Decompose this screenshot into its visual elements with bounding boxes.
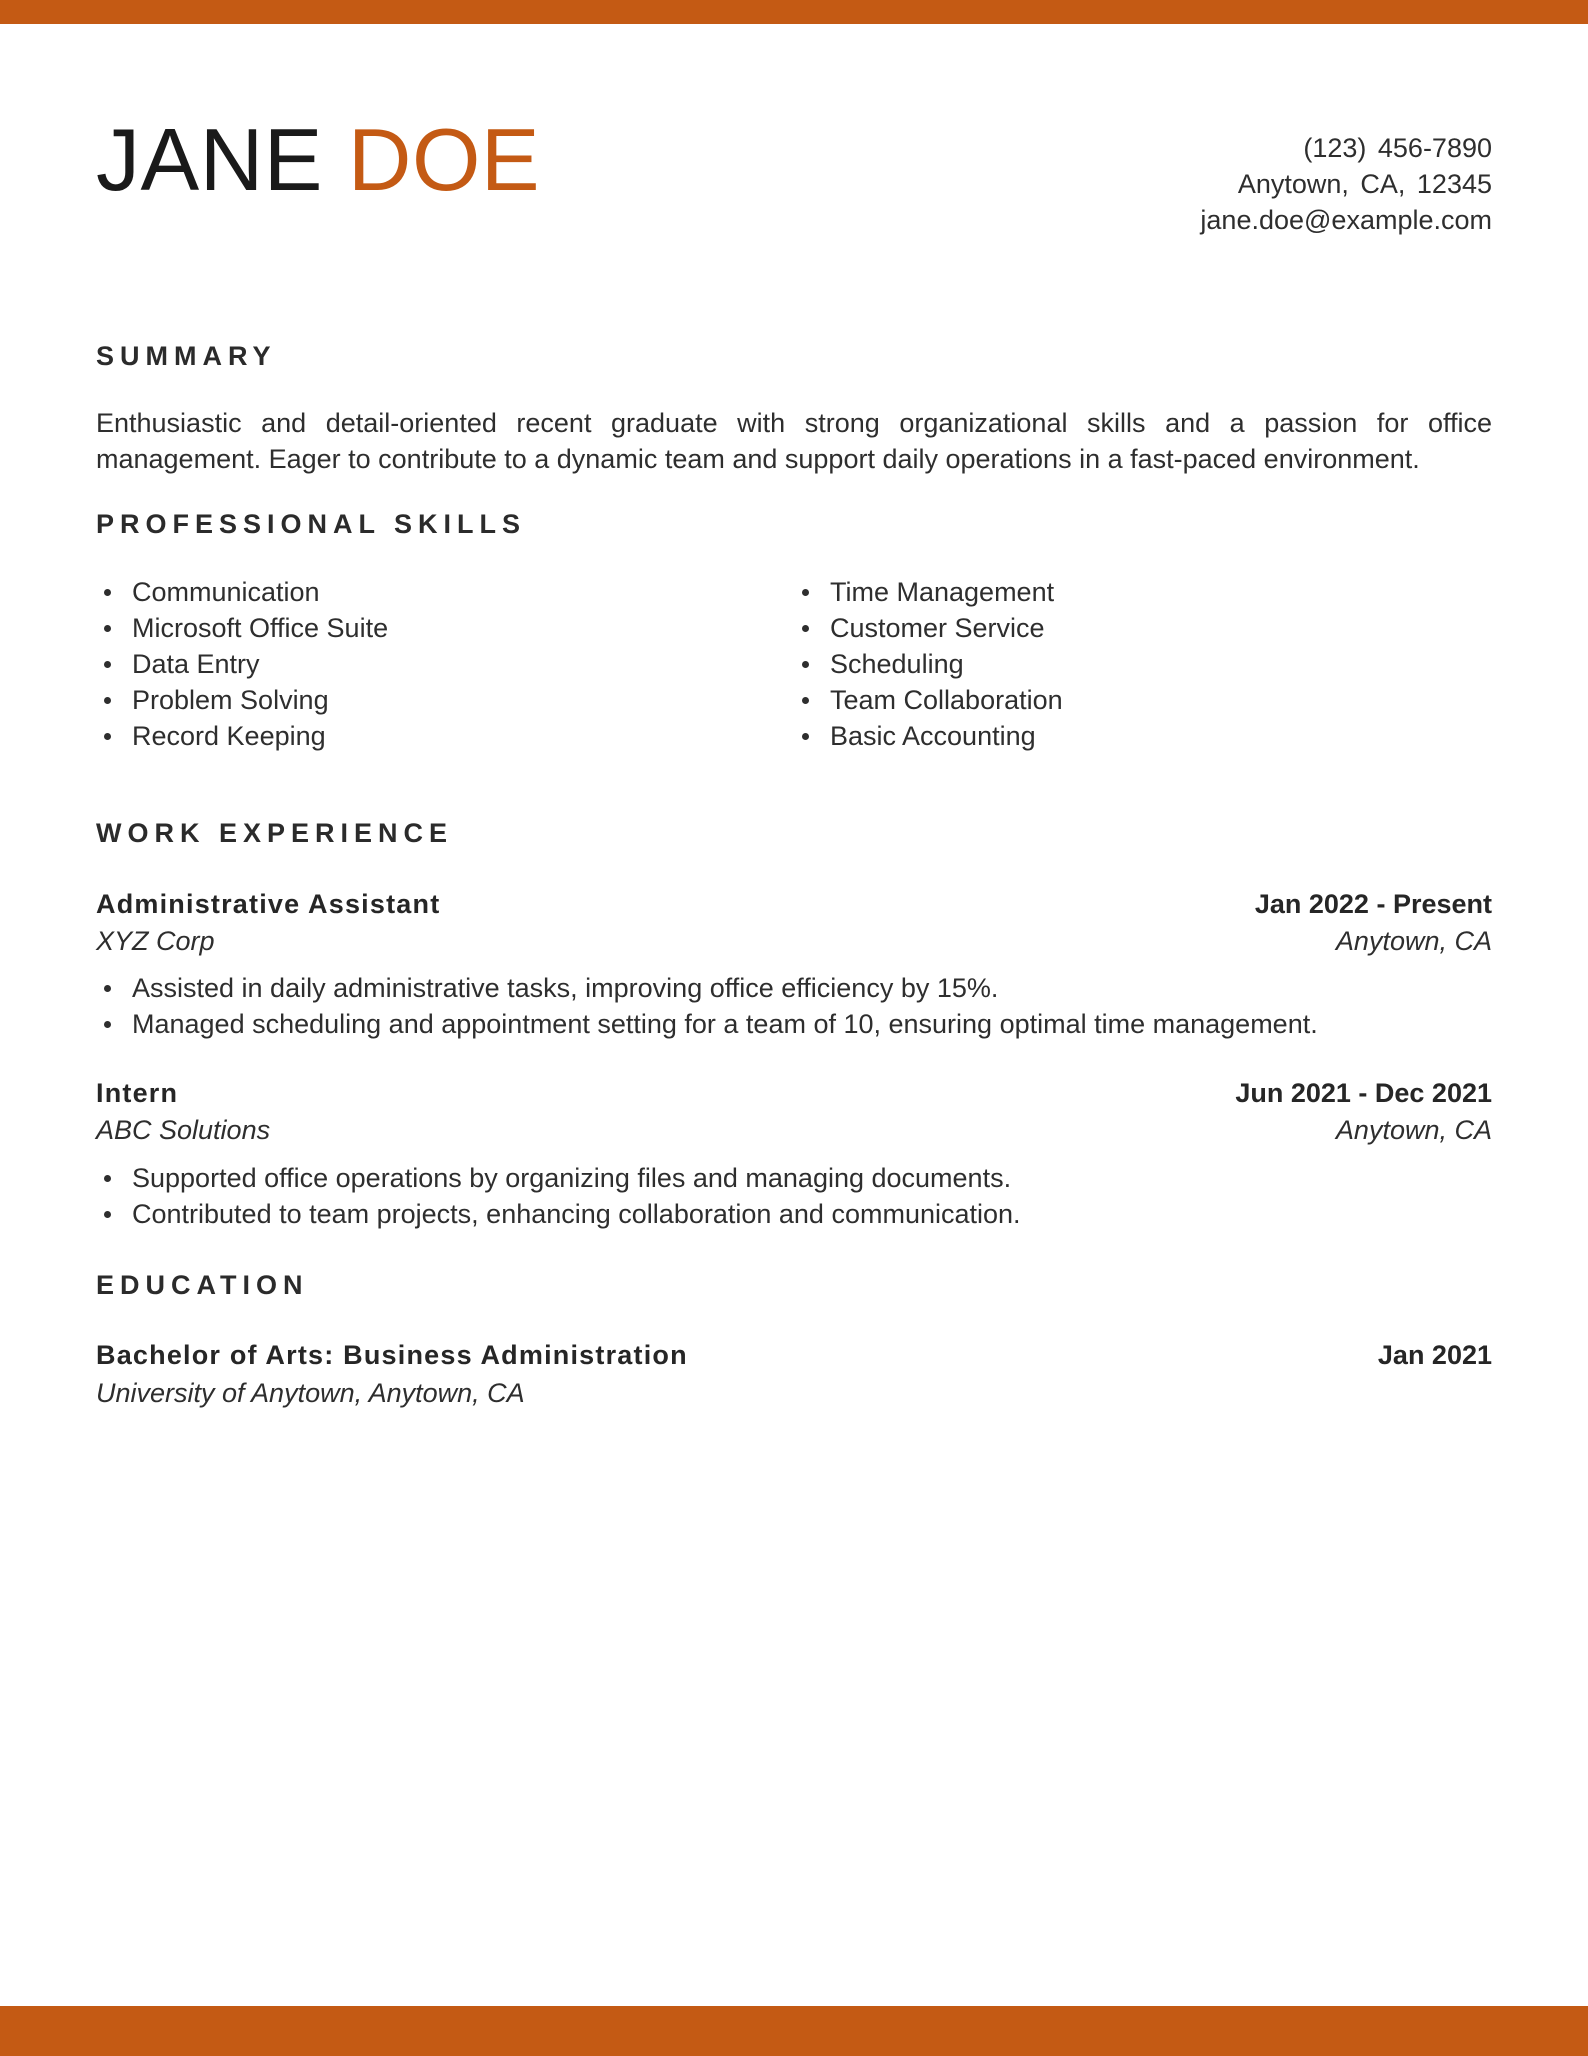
skill-item: Team Collaboration [794, 682, 1063, 718]
experience-heading: WORK EXPERIENCE [96, 818, 454, 848]
bottom-accent-bar [0, 2006, 1588, 2056]
skill-item: Microsoft Office Suite [96, 610, 388, 646]
phone: (123) 456-7890 [1303, 133, 1492, 163]
skills-heading: PROFESSIONAL SKILLS [96, 509, 527, 539]
skill-item: Customer Service [794, 610, 1063, 646]
skill-item: Time Management [794, 574, 1063, 610]
job-location: Anytown, CA [1335, 1115, 1492, 1145]
skills-list-left [96, 574, 388, 754]
job-bullet: Managed scheduling and appointment setting for a team of 10, ensuring optimal time management. [96, 1006, 1318, 1042]
job-bullet: Assisted in daily administrative tasks, improving office efficiency by 15%. [96, 970, 1318, 1006]
degree-row [96, 1337, 1492, 1373]
contact-info [1200, 130, 1492, 238]
skill-item: Scheduling [794, 646, 1063, 682]
job-company-row [96, 1112, 1492, 1148]
job-bullet: Contributed to team projects, enhancing collaboration and communication. [96, 1196, 1021, 1232]
skill-item: Basic Accounting [794, 718, 1063, 754]
school-row [96, 1375, 1492, 1411]
first-name: JANE [96, 110, 323, 209]
skill-item: Communication [96, 574, 388, 610]
job-company: XYZ Corp [96, 926, 215, 956]
job-location: Anytown, CA [1335, 926, 1492, 956]
summary-heading: SUMMARY [96, 341, 277, 371]
school: University of Anytown, Anytown, CA [96, 1378, 525, 1408]
job-role: Administrative Assistant [96, 889, 441, 919]
skill-item: Record Keeping [96, 718, 388, 754]
job-role: Intern [96, 1078, 179, 1108]
skills-list-right [794, 574, 1063, 754]
job-company: ABC Solutions [96, 1115, 271, 1145]
skill-item: Problem Solving [96, 682, 388, 718]
job-dates: Jan 2022 - Present [1254, 889, 1492, 919]
summary-text: Enthusiastic and detail-oriented recent graduate with strong organizational skills and a passion for office management. Eager to contribute to a dynamic team and support daily operations in a fast-paced environment. [96, 408, 1492, 474]
job-title-row [96, 1075, 1492, 1111]
top-accent-bar [0, 0, 1588, 24]
education-heading: EDUCATION [96, 1270, 309, 1300]
job-bullets [96, 970, 1318, 1042]
degree: Bachelor of Arts: Business Administration [96, 1340, 688, 1370]
job-company-row [96, 923, 1492, 959]
job-bullets [96, 1160, 1021, 1232]
last-name: DOE [347, 110, 541, 209]
full-name [96, 108, 540, 212]
job-title-row [96, 886, 1492, 922]
job-bullet: Supported office operations by organizing files and managing documents. [96, 1160, 1021, 1196]
skill-item: Data Entry [96, 646, 388, 682]
address: Anytown, CA, 12345 [1237, 169, 1492, 199]
resume-header [96, 108, 1492, 268]
job-dates: Jun 2021 - Dec 2021 [1235, 1078, 1492, 1108]
email: jane.doe@example.com [1200, 205, 1492, 235]
graduation-date: Jan 2021 [1377, 1340, 1492, 1370]
